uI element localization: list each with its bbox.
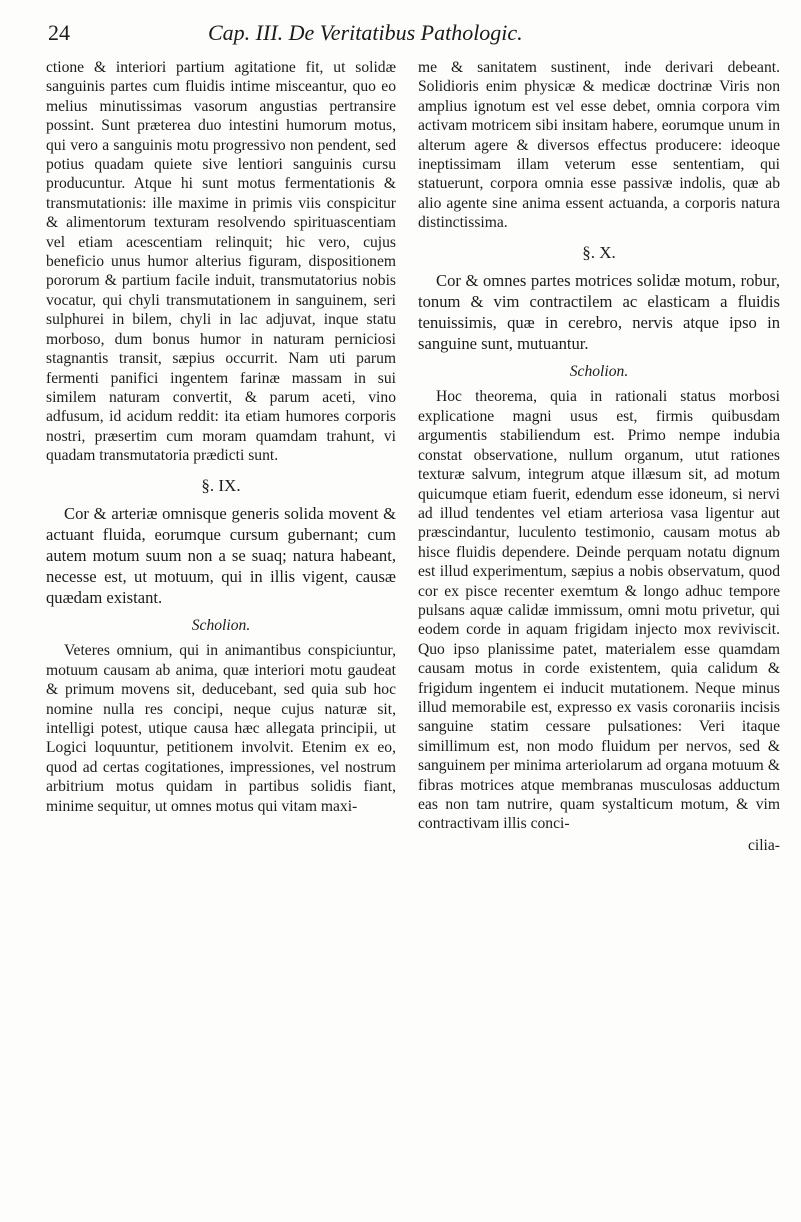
thesis-paragraph: Cor & omnes partes motrices solidæ motum, robur, tonum & vim contractilem ac elasticam a fluidis tenuissimis, quæ in cerebro, nervis atque ipso in sanguine sunt, mutuantur. [418,271,780,354]
left-column [46,58,396,816]
scholion-heading: Scholion. [191,616,251,634]
right-column [418,58,780,855]
catchword: cilia- [747,836,780,854]
page-number: 24 [48,20,70,45]
body-paragraph: me & sanitatem sustinent, inde derivari debeant. Solidioris enim physicæ & medicæ doctrinæ Viris non amplius ignotum est vel esse debet, omnia corpora vim activam motricem sibi insitam habere, eorumque unum in alterum agere & diversos effectus producere: ideoque ineptissimam illam veterum esse sententiam, qui statuerunt, corpora omnia esse passivæ indolis, quæ ab alio agente sine anima essent actuanda, a corporis natura distinctissima. [418,59,780,232]
section-heading: §. IX. [201,475,241,495]
body-paragraph: ctione & interiori partium agitatione fit, ut solidæ sanguinis partes cum fluidis intime misceantur, quo eo melius minutissimas vasorum angustias pertransire possint. Sunt præterea duo intestini humorum motus, qui vero a sanguinis motu progressivo non pendent, sed potius quadam quiete sive lentiori sanguinis cursu producuntur. Atque hi sunt motus fermentationis & transmutationis: ille maxime in primis viis conspicitur & alimentorum texturam resolvendo spirituascentiam vel etiam acescentiam relinquit; hic vero, cujus beneficio unus humor alterius figuram, dispositionem pororum & partium facile induit, transmutatorius nobis vocatur, qui chyli transmutationem in sanguinem, seri sulphurei in bilem, chyli in lac adjuvat, inque statu morboso, dum bonus humor in naturam perniciosi stagnantis transit, sæpius occurrit. Nam uti parum fermenti panifici ingentem farinæ massam in sui similem naturam convertit, & parum aceti, vino adfusum, id acidum reddit: ita etiam humores corporis nostri, præsertim cum moram quamdam trahunt, vi quadam transmutatoria prædicti sunt. [46,59,396,465]
running-head: Cap. III. De Veritatibus Pathologic. [208,20,523,45]
thesis-paragraph: Cor & arteriæ omnisque generis solida movent & actuant fluida, eorumque cursum gubernant; cum autem motum suum non a se suaq; natura habeant, necesse est, ut motuum, qui in illis vigent, causæ quædam existant. [46,503,396,607]
scholion-paragraph: Veteres omnium, qui in animantibus conspiciuntur, motuum causam ab anima, quæ interiori motu gaudeat & primum movens sit, deducebant, sed quia sub hoc nomine nulla res concipi, neque cujus naturæ sit, intelligi potest, utique causa hæc allegata principii, ut Logici loquuntur, petitionem involvit. Etenim ex eo, quod ad certas cogitationes, impressiones, vel nostrum arbitrium motus quidam in partibus solidis fiant, minime sequitur, ut omnes motus qui vitam maxi- [46,642,396,815]
scholion-paragraph: Hoc theorema, quia in rationali status morbosi explicatione magni usus est, firmis quibusdam argumentis stabiliendum est. Primo nempe indubia constat observatione, nullum organum, utut rationes texturæ salvum, integrum atque illæsum sit, ad motum quicumque etiam fuerit, edendum esse idoneum, si nervi ad illud tendentes vel etiam arteriosa vasa ligentur aut præscindantur, luculento testimonio, causam motus ab hisce fluidis dependere. Deinde perquam notatu dignum est illud experimentum, sæpius a nobis observatum, quod cor ex pisce recenter exemtum & longo adhuc tempore pulsans aquæ calidæ immissum, omni motu privetur, qui eodem corde in aquam frigidam injecto mox reviviscit. Quo ipso planissime patet, materialem esse quamdam causam motus in corde existentem, quia calidum & frigidum ingentem ei inducit mutationem. Neque minus illud memorabile est, expresso ex vasis coronariis incisis sanguine statim cessare pulsationes: Veri itaque simillimum est, non modo fluidum per nervos, sed & sanguinem per minima arteriolarum ad organa motuum & fibras motrices atque membranas musculosas adductum eas non tam nutrire, quam systalticum motum, & vim contractivam illis conci- [418,388,780,833]
section-heading: §. X. [582,242,616,262]
scholion-heading: Scholion. [569,363,629,381]
page-header [48,20,748,52]
